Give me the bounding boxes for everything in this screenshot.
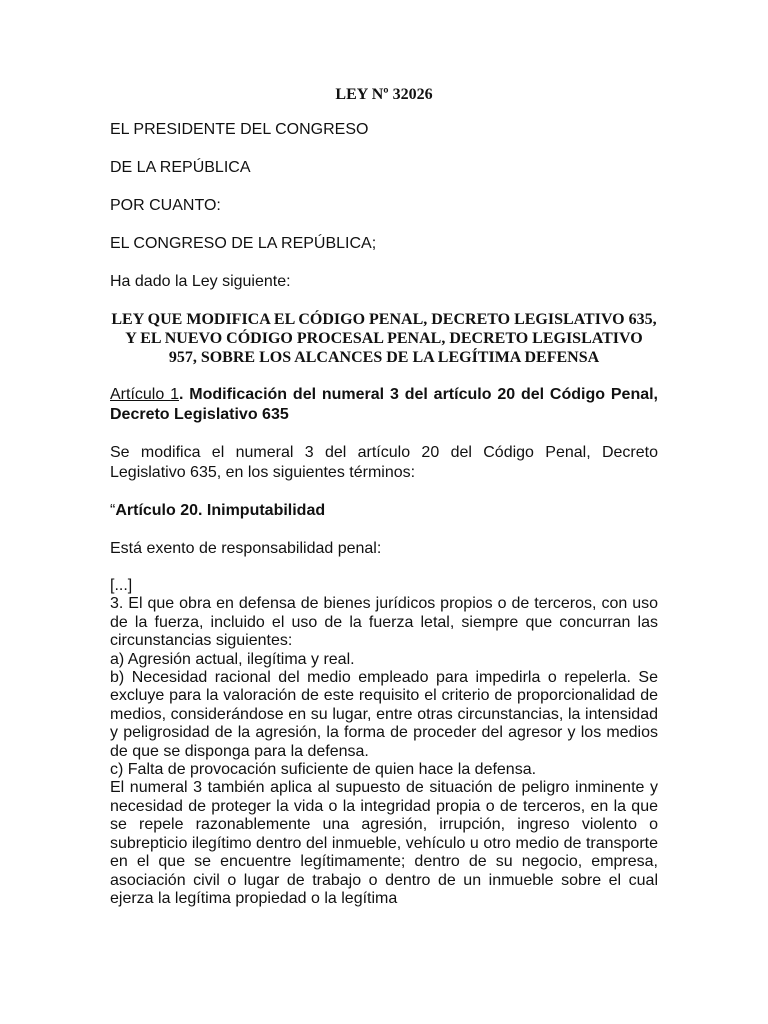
article-1-heading-text: . Modificación del numeral 3 del artículo 20 del Código Penal, Decreto Legislativo 635 <box>110 386 659 423</box>
intro-republic-line: DE LA REPÚBLICA <box>110 159 251 176</box>
intro-congress-line: EL CONGRESO DE LA REPÚBLICA; <box>110 235 377 252</box>
article-1-heading <box>110 385 658 425</box>
ellipsis: [...] <box>110 577 133 594</box>
item-b: b) Necesidad racional del medio empleado para impedirla o repelerla. Se excluye para la valoración de este requisito el criterio de proporcionalidad de medios, considerándose en su lugar, entre otras circunstancias, la intensidad y peligrosidad de la agresión, la forma de proceder del agresor y los medios de que se disponga para la defensa. <box>110 669 658 760</box>
article-1-text: Se modifica el numeral 3 del artículo 20 del Código Penal, Decreto Legislativo 635, en los siguientes términos: <box>110 444 658 481</box>
intro-president-line: EL PRESIDENTE DEL CONGRESO <box>110 121 369 138</box>
paragraph-3: 3. El que obra en defensa de bienes jurídicos propios o de terceros, con uso de la fuerza, incluido el uso de la fuerza letal, siempre que concurran las circunstancias siguientes: <box>110 595 658 650</box>
intro-ha-dado: Ha dado la Ley siguiente: <box>110 273 291 290</box>
article-20-body <box>110 577 658 908</box>
law-number: LEY Nº 32026 <box>335 86 433 103</box>
opening-quote: “ <box>110 502 116 519</box>
article-20-title: Artículo 20. Inimputabilidad <box>115 502 326 519</box>
intro-por-cuanto: POR CUANTO: <box>110 197 221 214</box>
item-a: a) Agresión actual, ilegítima y real. <box>110 650 355 668</box>
numeral-3-extension: El numeral 3 también aplica al supuesto de situación de peligro inminente y necesidad de proteger la vida o la integridad propia o de terceros, en la que se repele razonablemente una agresión, irrupción, ingreso violento o subrepticio ilegítimo dentro del inmueble, vehículo u otro medio de transporte en el que se encuentre legítimamente; dentro de su negocio, empresa, asociación civil o lugar de trabajo o dentro de un inmueble sobre el cual ejerza la legítima propiedad o la legítima <box>110 779 658 907</box>
item-c: c) Falta de provocación suficiente de quien hace la defensa. <box>110 761 537 779</box>
article-20-heading <box>110 501 658 521</box>
article-1-label: Artículo 1 <box>110 386 179 403</box>
exempt-statement: Está exento de responsabilidad penal: <box>110 540 382 557</box>
document-page <box>110 84 658 908</box>
law-title: LEY QUE MODIFICA EL CÓDIGO PENAL, DECRETO LEGISLATIVO 635, Y EL NUEVO CÓDIGO PROCESAL PENAL, DECRETO LEGISLATIVO 957, SOBRE LOS ALCANCES DE LA LEGÍTIMA DEFENSA <box>111 311 657 366</box>
